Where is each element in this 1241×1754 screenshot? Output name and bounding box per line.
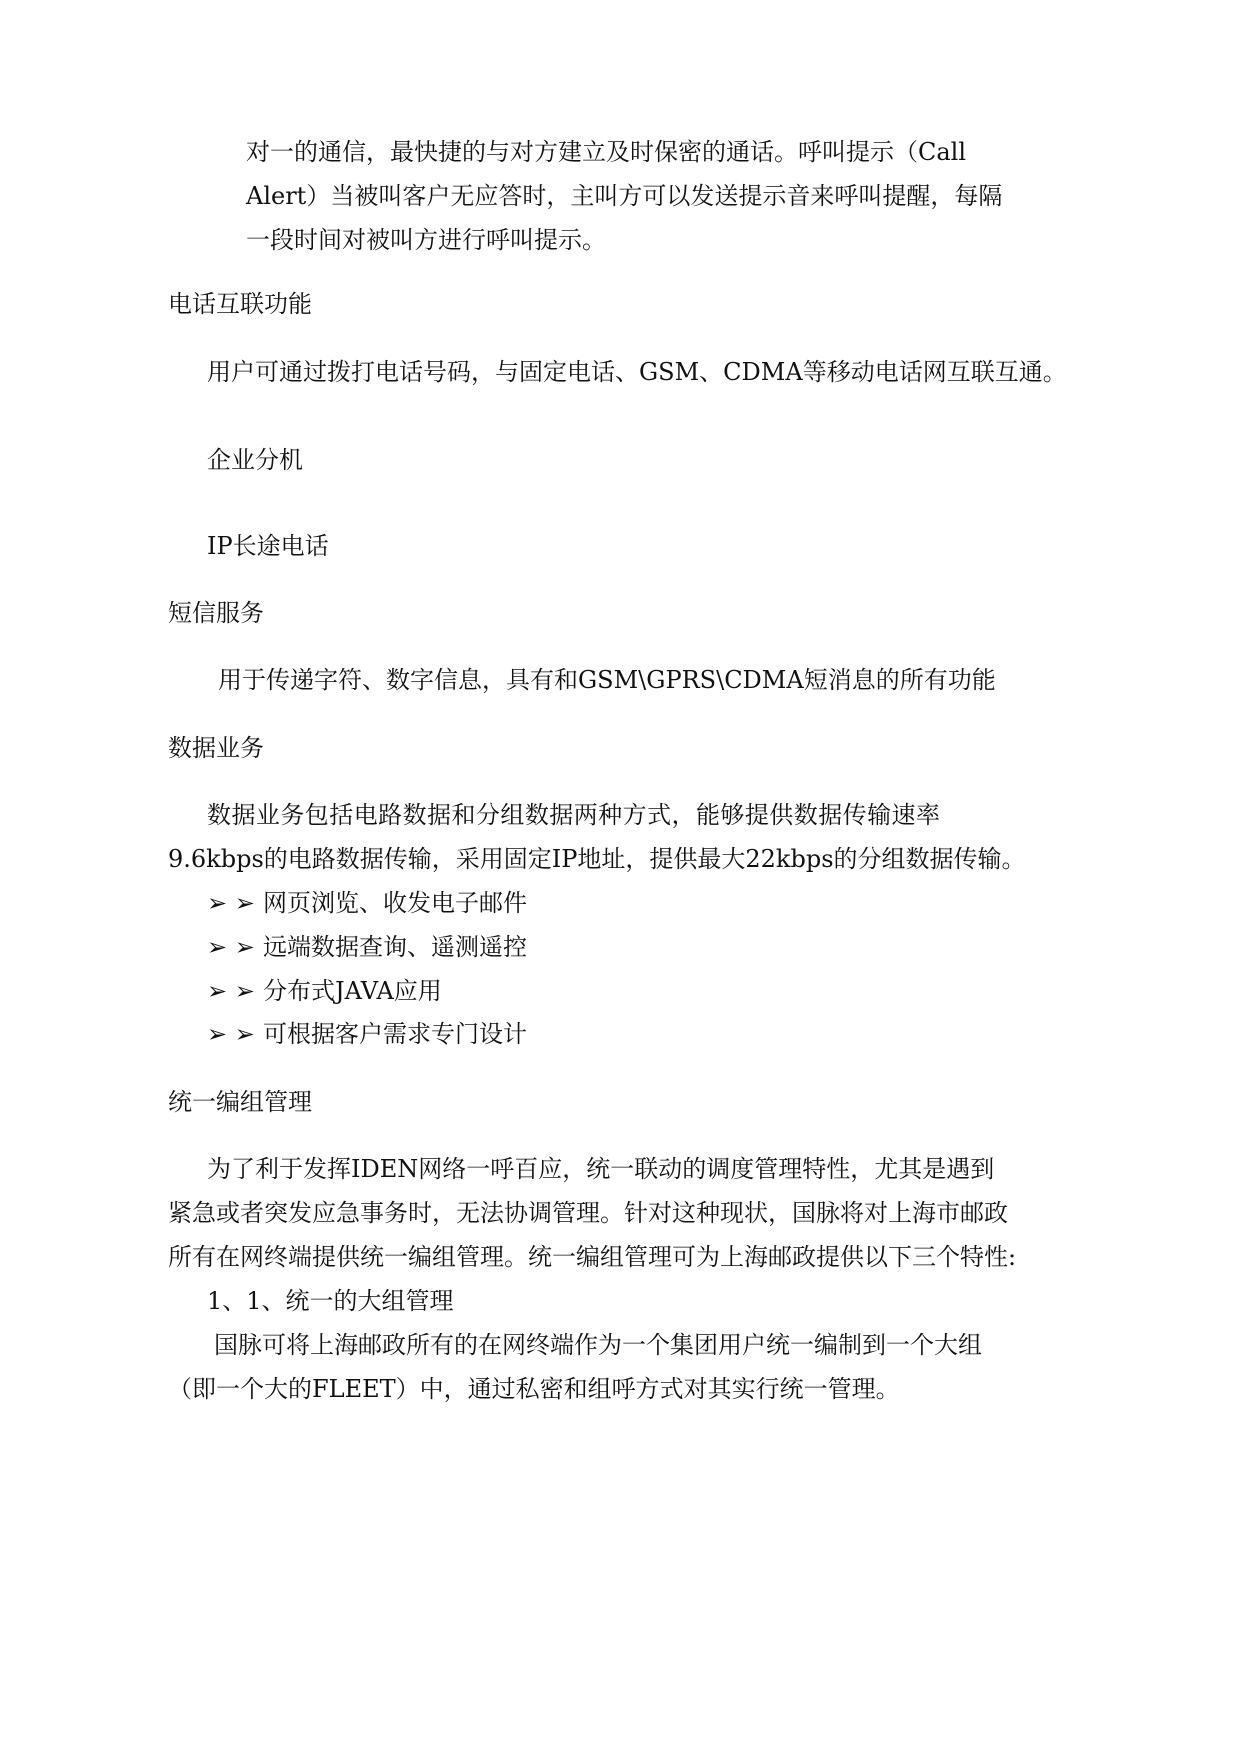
bullet-text: 分布式JAVA应用	[263, 977, 442, 1005]
bullet-item	[207, 975, 442, 1007]
item-ip-long-distance: IP长途电话	[207, 532, 329, 560]
bullet-item	[207, 931, 527, 963]
bullet-item	[207, 887, 527, 919]
sub-heading-unified-group: 1、1、统一的大组管理	[207, 1287, 454, 1315]
group-management-line-2: 紧急或者突发应急事务时，无法协调管理。针对这种现状，国脉将对上海市邮政	[168, 1199, 1008, 1227]
intro-line-3: 一段时间对被叫方进行呼叫提示。	[246, 226, 606, 254]
heading-sms: 短信服务	[168, 599, 264, 627]
bullet-text: 可根据客户需求专门设计	[263, 1020, 527, 1048]
unified-group-line-1: 国脉可将上海邮政所有的在网终端作为一个集团用户统一编制到一个大组	[214, 1331, 982, 1359]
bullet-text: 远端数据查询、遥测遥控	[263, 933, 527, 961]
group-management-line-1: 为了利于发挥IDEN网络一呼百应，统一联动的调度管理特性，尤其是遇到	[207, 1155, 995, 1183]
intro-line-1: 对一的通信，最快捷的与对方建立及时保密的通话。呼叫提示（Call	[246, 138, 967, 166]
arrow-bullet-icon: ➢ ➢	[207, 977, 255, 1005]
intro-line-2: Alert）当被叫客户无应答时，主叫方可以发送提示音来呼叫提醒，每隔	[246, 182, 1003, 210]
bullet-item	[207, 1018, 527, 1050]
heading-data-service: 数据业务	[168, 734, 264, 762]
arrow-bullet-icon: ➢ ➢	[207, 889, 255, 917]
data-service-line-2: 9.6kbps的电路数据传输，采用固定IP地址，提供最大22kbps的分组数据传输。	[168, 845, 1026, 873]
phone-interconnect-body: 用户可通过拨打电话号码，与固定电话、GSM、CDMA等移动电话网互联互通。	[207, 358, 1067, 386]
arrow-bullet-icon: ➢ ➢	[207, 1020, 255, 1048]
heading-group-management: 统一编组管理	[168, 1088, 312, 1116]
data-service-line-1: 数据业务包括电路数据和分组数据两种方式，能够提供数据传输速率	[207, 801, 940, 829]
group-management-line-3: 所有在网终端提供统一编组管理。统一编组管理可为上海邮政提供以下三个特性:	[168, 1243, 1017, 1271]
bullet-text: 网页浏览、收发电子邮件	[263, 889, 527, 917]
unified-group-line-2: （即一个大的FLEET）中，通过私密和组呼方式对其实行统一管理。	[168, 1375, 900, 1403]
arrow-bullet-icon: ➢ ➢	[207, 933, 255, 961]
sms-body: 用于传递字符、数字信息，具有和GSM\GPRS\CDMA短消息的所有功能	[218, 666, 996, 694]
heading-phone-interconnect: 电话互联功能	[168, 290, 312, 318]
item-enterprise-extension: 企业分机	[207, 446, 303, 474]
